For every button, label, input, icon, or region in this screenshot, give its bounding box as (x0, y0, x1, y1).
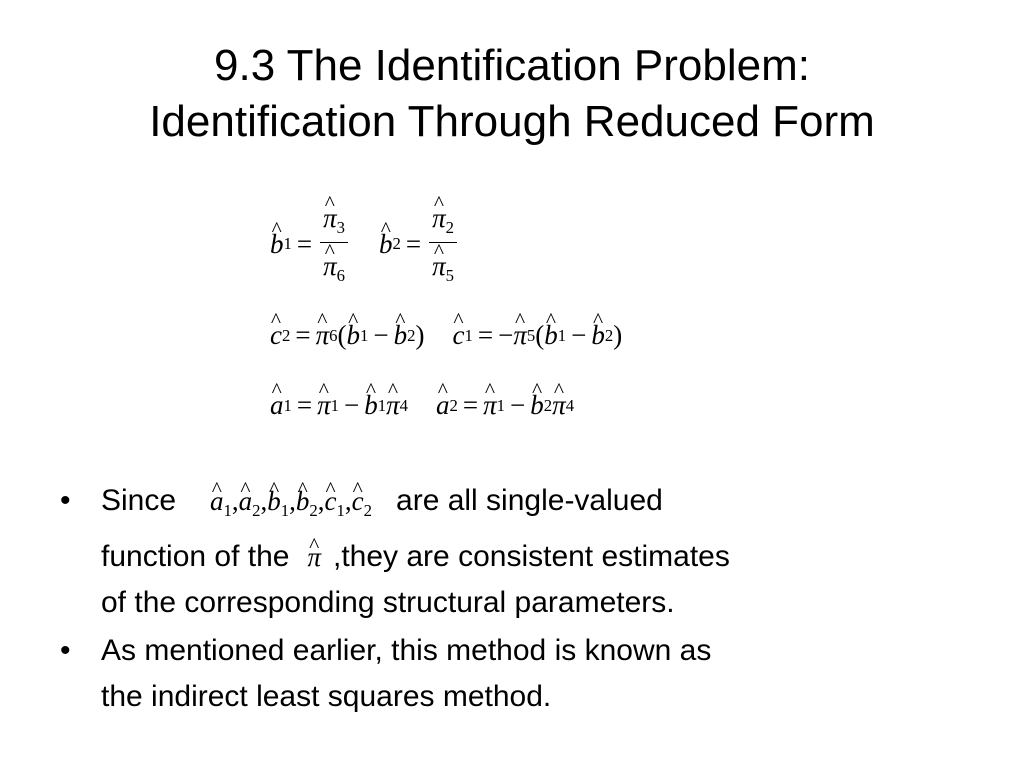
equation-c2: ^ c 2 = ^ π 6 ( ^ b 1 − ^ b 2 ) (270, 320, 424, 351)
equation-row-1 (270, 198, 460, 290)
equation-a1: ^ a 1 = ^ π 1 − ^ b 1 ^ π 4 (270, 390, 408, 421)
bullet-list (58, 478, 978, 720)
equation-a2: ^ a 2 = ^ π 1 − ^ b 2 ^ π 4 (436, 390, 574, 421)
title-line-1: 9.3 The Identification Problem: (214, 41, 810, 90)
equation-row-2 (270, 320, 622, 351)
equation-row-3 (270, 390, 574, 421)
fraction-b2: ^ $\pi_2$ ^ $\pi_5$ (429, 203, 457, 286)
equation-b1: ^ b 1 = ^ $\pi_3$ ^ $\pi_6$ (270, 203, 351, 286)
pi-hat-symbol: ^ π (307, 534, 321, 580)
bullet-marker: • (60, 633, 71, 667)
bullet-item-2: • As mentioned earlier, this method is known as the indirect least squares method. (58, 628, 978, 720)
parameter-list: ^ $a_1,\^{}$ $a_2,\^{}$ $b_1,\^{}$ $b_2,\^{}$ $c_1,\^{}$ $c_2$ (210, 478, 372, 534)
fraction-b1: ^ $\pi_3$ ^ $\pi_6$ (320, 203, 348, 286)
slide-title (0, 38, 1024, 150)
title-line-2: Identification Through Reduced Form (149, 97, 875, 146)
equation-c1: ^ c 1 = − ^ π 5 ( ^ b 1 − ^ b 2 ) (452, 320, 622, 351)
bullet-marker: • (60, 484, 71, 517)
bullet-item-1: • Since^ $a_1,\^{}$ $a_2,\^{}$ $b_1,\^{}$ $b_2,\^{}$ $c_1,\^{}$ $c_2$ are all single-valued function of the^ π ,they are consistent estimates of the corresponding structural parameters. (58, 478, 978, 626)
equation-b2: ^ b 2 = ^ $\pi_2$ ^ $\pi_5$ (379, 203, 460, 286)
